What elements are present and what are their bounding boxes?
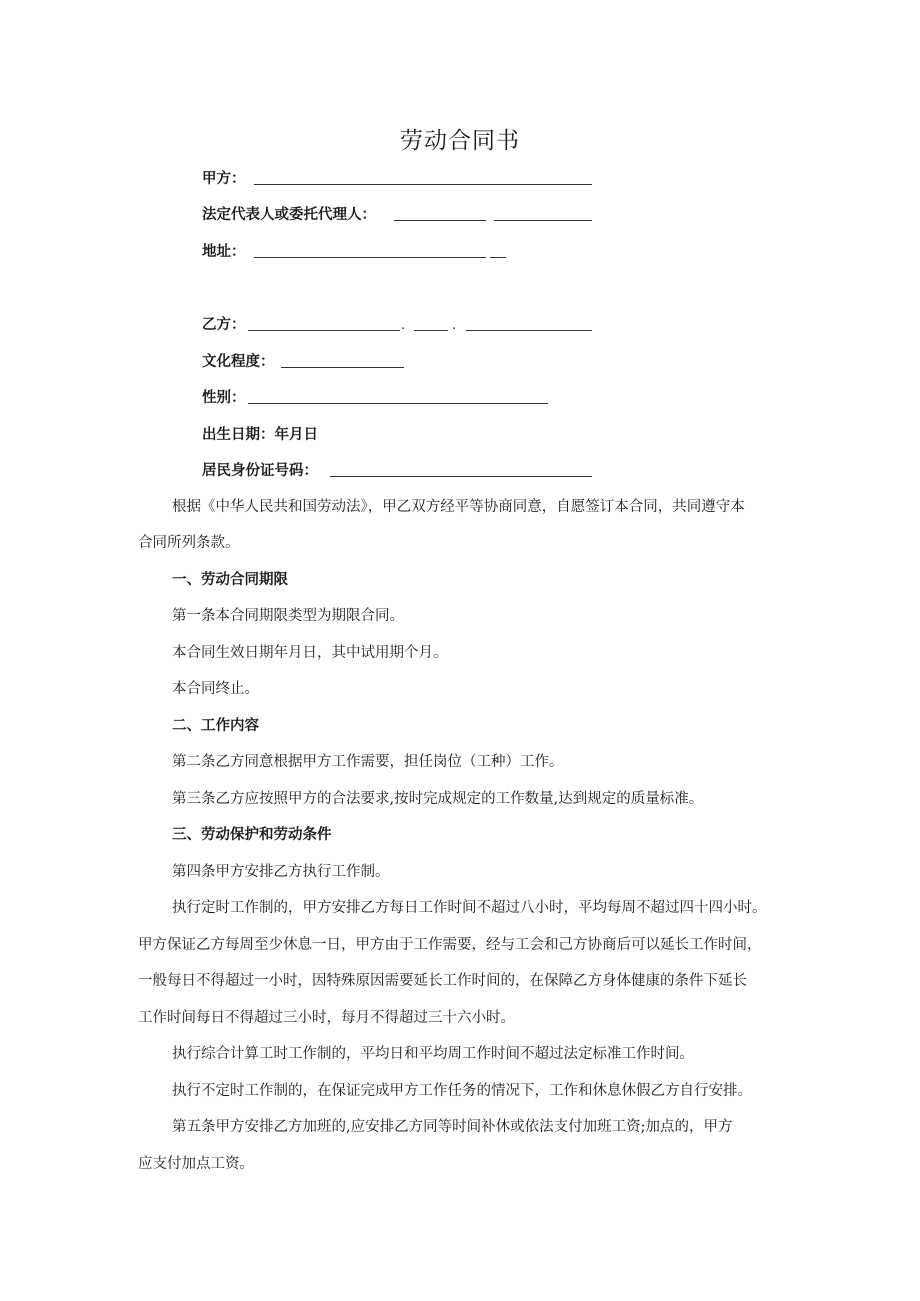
clause-2: 第二条乙方同意根据甲方工作需要，担任岗位（工种）工作。: [172, 754, 564, 770]
clause-5-line-2: 应支付加点工资。: [138, 1156, 254, 1172]
fixed-hours-line-3: 一般每日不得超过一小时，因特殊原因需要延长工作时间的，在保障乙方身体健康的条件下延长: [138, 973, 747, 989]
party-b-blank-2: [414, 330, 448, 331]
fixed-hours-line-1: 执行定时工作制的，甲方安排乙方每日工作时间不超过八小时，平均每周不超过四十四小时。: [172, 900, 767, 916]
party-a-label: 甲方：: [202, 171, 246, 187]
education-blank: [281, 367, 404, 368]
legal-rep-label: 法定代表人或委托代理人：: [202, 207, 376, 223]
clause-4: 第四条甲方安排乙方执行工作制。: [172, 864, 390, 880]
clause-1-effective-date: 本合同生效日期年月日，其中试用期个月。: [172, 645, 448, 661]
party-b-blank-1: [248, 330, 400, 331]
page-title: 劳动合同书: [400, 128, 520, 154]
legal-rep-blank-2: [494, 220, 592, 221]
id-number-label: 居民身份证号码：: [202, 463, 318, 479]
clause-1-termination: 本合同终止。: [172, 681, 259, 697]
education-label: 文化程度：: [202, 354, 275, 370]
address-blank-1: [254, 257, 486, 258]
fixed-hours-line-2: 甲方保证乙方每周至少休息一日，甲方由于工作需要，经与工会和己方协商后可以延长工作时间，: [138, 937, 762, 953]
flexible-hours: 执行不定时工作制的，在保证完成甲方工作任务的情况下，工作和休息休假乙方自行安排。: [172, 1083, 752, 1099]
clause-5-line-1: 第五条甲方安排乙方加班的,应安排乙方同等时间补休或依法支付加班工资;加点的，甲方: [172, 1119, 733, 1135]
section-2-heading: 二、工作内容: [172, 718, 259, 734]
party-b-label: 乙方：: [202, 317, 246, 333]
address-blank-2: [490, 257, 506, 258]
separator-dot: .: [401, 318, 406, 333]
birth-date-label: 出生日期：年月日: [202, 427, 318, 443]
legal-rep-blank-1: [394, 220, 486, 221]
party-a-blank: [254, 184, 592, 185]
section-3-heading: 三、劳动保护和劳动条件: [172, 827, 332, 843]
intro-line-2: 合同所列条款。: [138, 535, 240, 551]
section-1-heading: 一、劳动合同期限: [172, 572, 288, 588]
party-b-blank-3: [466, 330, 592, 331]
separator-dot: .: [452, 318, 457, 333]
address-label: 地址：: [202, 244, 246, 260]
comprehensive-hours: 执行综合计算工时工作制的，平均日和平均周工作时间不超过法定标准工作时间。: [172, 1046, 694, 1062]
intro-line-1: 根据《中华人民共和国劳动法》，甲乙双方经平等协商同意，自愿签订本合同，共同遵守本: [172, 499, 745, 515]
id-number-blank: [330, 476, 592, 477]
gender-blank: [248, 403, 548, 404]
clause-3: 第三条乙方应按照甲方的合法要求,按时完成规定的工作数量,达到规定的质量标准。: [172, 791, 704, 807]
gender-label: 性别：: [202, 390, 246, 406]
fixed-hours-line-4: 工作时间每日不得超过三小时，每月不得超过三十六小时。: [138, 1010, 515, 1026]
clause-1: 第一条本合同期限类型为期限合同。: [172, 608, 404, 624]
